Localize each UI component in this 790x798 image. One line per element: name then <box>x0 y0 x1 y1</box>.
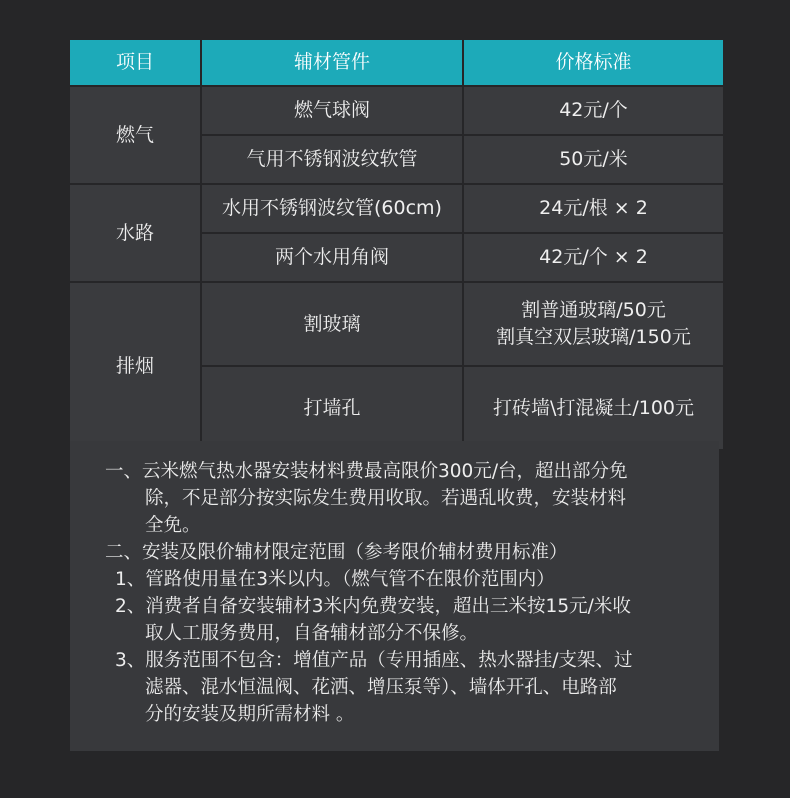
item-water-pipe: 水用不锈钢波纹管(60cm) <box>202 185 462 232</box>
item-gas-ball-valve: 燃气球阀 <box>202 87 462 134</box>
price-table <box>70 38 719 476</box>
note-line: 除，不足部分按实际发生费用收取。若遇乱收费，安装材料 <box>145 488 627 509</box>
category-water: 水路 <box>70 185 200 281</box>
note-line: 滤器、混水恒温阀、花洒、增压泵等）、墙体开孔、电路部 <box>145 677 617 698</box>
note-line: 分的安装及期所需材料 。 <box>145 704 355 725</box>
price-water-pipe: 24元/根 × 2 <box>464 185 723 232</box>
item-gas-hose: 气用不锈钢波纹软管 <box>202 136 462 183</box>
note-line: 3、服务范围不包含：增值产品（专用插座、热水器挂/支架、过 <box>115 650 633 671</box>
item-cut-glass: 割玻璃 <box>202 283 462 365</box>
header-item: 辅材管件 <box>202 40 462 85</box>
note-line: 2、消费者自备安装辅材3米内免费安装，超出三米按15元/米收 <box>115 596 631 617</box>
note-line: 全免。 <box>145 515 201 536</box>
price-gas-hose: 50元/米 <box>464 136 723 183</box>
price-cut-glass-line-2: 割真空双层玻璃/150元 <box>496 326 691 348</box>
price-wall-hole: 打砖墙\打混凝土/100元 <box>464 367 723 449</box>
note-line: 一、云米燃气热水器安装材料费最高限价300元/台，超出部分免 <box>105 461 628 482</box>
note-line: 1、管路使用量在3米以内。（燃气管不在限价范围内） <box>115 569 555 590</box>
category-gas: 燃气 <box>70 87 200 183</box>
item-angle-valve: 两个水用角阀 <box>202 234 462 281</box>
note-line: 二、安装及限价辅材限定范围（参考限价辅材费用标准） <box>105 542 568 563</box>
price-cut-glass <box>464 283 723 365</box>
price-cut-glass-line-1: 割普通玻璃/50元 <box>521 299 666 322</box>
note-line: 取人工服务费用，自备辅材部分不保修。 <box>145 623 479 644</box>
notes-section <box>70 441 719 751</box>
price-angle-valve: 42元/个 × 2 <box>464 234 723 281</box>
header-price: 价格标准 <box>464 40 723 85</box>
price-gas-ball-valve: 42元/个 <box>464 87 723 134</box>
header-category: 项目 <box>70 40 200 85</box>
item-wall-hole: 打墙孔 <box>202 367 462 449</box>
category-exhaust: 排烟 <box>70 283 200 449</box>
